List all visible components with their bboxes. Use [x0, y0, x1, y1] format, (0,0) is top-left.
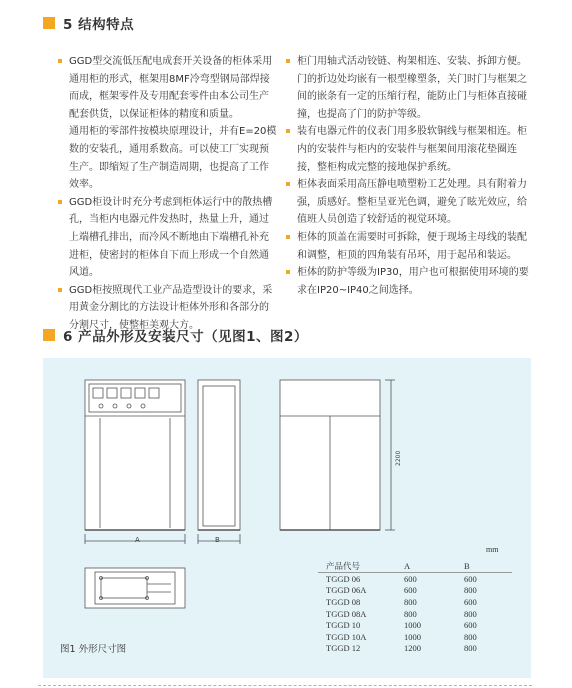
section-5-title: 5 结构特点 — [63, 17, 135, 33]
bullet-icon — [58, 59, 62, 63]
side-view-drawing — [198, 380, 240, 544]
left-paragraph-3: GGD柜设计时充分考虑到柜体运行中的散热槽孔，当柜内电器元件发热时，热量上升，通过上端槽孔排出，而冷风不断地由下端槽孔补充进柜，使密封的柜体自下而上形成一个自然通风道。 — [57, 194, 278, 282]
right-paragraph-2: 装有电器元件的仪表门用多股软铜线与框架相连。柜内的安装件与柜内的安装件与框架间用滚花垫圈连接，整柜构成完整的接地保护系统。 — [285, 123, 529, 176]
table-row: TGGD 10 1000 600 — [326, 620, 477, 631]
dimension-b-label: B — [215, 536, 220, 544]
bullet-icon — [58, 200, 62, 204]
left-paragraph-2: 通用柜的零部件按模块原理设计，并有E=20模数的安装孔，通用系数高。可以使工厂实现预生产。即缩短了生产制造周期，也提高了工作效率。 — [69, 126, 277, 191]
bullet-icon — [58, 288, 62, 292]
table-header-row: 产品代号 A B — [318, 560, 512, 573]
section-6-title: 6 产品外形及安装尺寸（见图1、图2） — [63, 329, 308, 345]
left-paragraph-1: GGD型交流低压配电成套开关设备的柜体采用通用柜的形式，框架用8MF冷弯型钢局部焊接而成，框架零件及专用配套零件由本公司生产配套供货，以保证柜体的精度和质量。 — [57, 53, 278, 123]
section-marker-icon — [43, 17, 55, 29]
figure-caption: 图1 外形尺寸图 — [60, 644, 127, 655]
table-row: TGGD 12 1200 800 — [326, 643, 477, 654]
bullet-icon — [286, 270, 290, 274]
left-paragraph-4: GGD柜按照现代工业产品造型设计的要求，采用黄金分割比的方法设计柜体外形和各部分的分割尺寸，使整柜美观大方。 — [57, 282, 278, 335]
right-paragraph-3: 柜体表面采用高压静电喷塑粉工艺处理。具有附着力强，质感好。整柜呈亚光色调，避免了眩光效应，给值班人员创造了较舒适的视觉环境。 — [285, 176, 529, 229]
section-5-heading — [43, 13, 134, 33]
dimension-a-label: A — [135, 536, 140, 544]
section-6-heading — [43, 325, 308, 345]
right-column — [285, 53, 529, 299]
table-row: TGGD 08 800 600 — [326, 596, 477, 607]
dimension-height-label: 2200 — [395, 450, 402, 466]
table-row: TGGD 08A 800 800 — [326, 608, 477, 619]
table-row: TGGD 06 600 600 — [326, 573, 477, 584]
unit-label: mm — [486, 545, 499, 554]
base-plan-drawing — [85, 568, 185, 608]
bullet-icon — [286, 182, 290, 186]
rear-view-drawing — [280, 380, 395, 530]
right-paragraph-1: 柜门用轴式活动铰链、构架相连、安装、拆卸方便。门的折边处均嵌有一根型橡塑条，关门时门与框架之间的嵌条有一定的压缩行程，能防止门与柜体直接碰撞，也提高了门的防护等级。 — [285, 53, 529, 123]
dimension-table — [318, 560, 512, 654]
bullet-icon — [286, 129, 290, 133]
section-marker-icon — [43, 329, 55, 341]
bottom-divider — [38, 685, 532, 686]
right-paragraph-5: 柜体的防护等级为IP30，用户也可根据使用环境的要求在IP20~IP40之间选择。 — [285, 264, 529, 299]
left-column — [57, 53, 278, 335]
table-row: TGGD 06A 600 800 — [326, 585, 477, 596]
table-row: TGGD 10A 1000 800 — [326, 631, 477, 642]
front-view-drawing — [85, 380, 185, 544]
bullet-icon — [286, 235, 290, 239]
bullet-icon — [286, 59, 290, 63]
right-paragraph-4: 柜体的顶盖在需要时可拆除，便于现场主母线的装配和调整，柜顶的四角装有吊环，用于起吊和装运。 — [285, 229, 529, 264]
